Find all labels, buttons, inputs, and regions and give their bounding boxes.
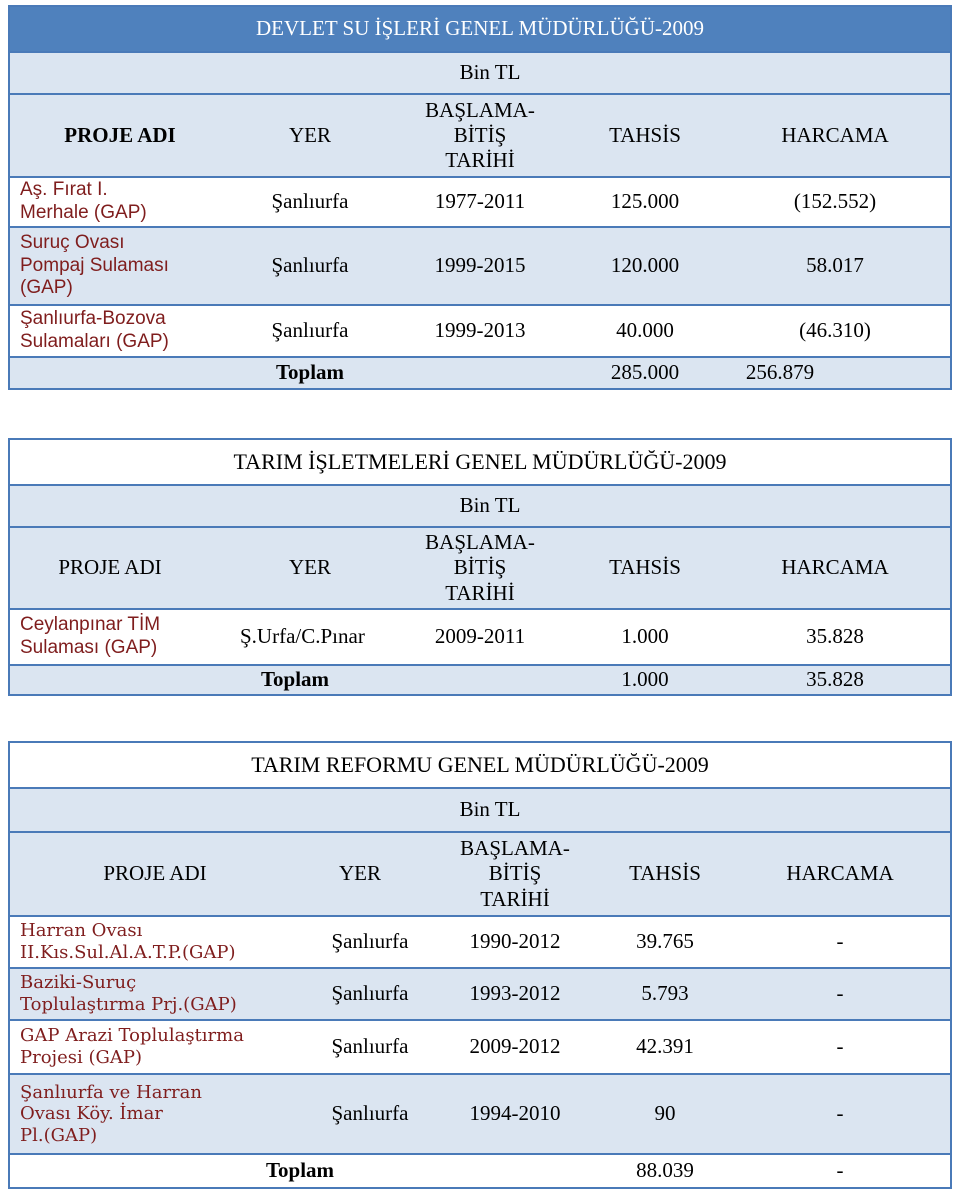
unit-row [10, 486, 950, 528]
project-dates: 1990-2012 [469, 929, 561, 954]
project-allocation: 1.000 [621, 624, 669, 649]
project-location: Şanlıurfa [271, 189, 349, 214]
total-spending: - [836, 1158, 844, 1183]
total-label: Toplam [275, 360, 345, 385]
header-allocation: TAHSİS [609, 122, 681, 147]
header-dates: BAŞLAMA- BİTİŞ TARİHİ [425, 530, 535, 605]
header-dates: BAŞLAMA- BİTİŞ TARİHİ [460, 836, 570, 911]
unit-label: Bin TL [459, 60, 521, 85]
table-tarim-reformu [8, 741, 952, 1189]
project-spending: 35.828 [806, 624, 864, 649]
project-allocation: 125.000 [610, 189, 680, 214]
table-title-row [10, 743, 950, 789]
total-allocation: 88.039 [636, 1158, 694, 1183]
project-spending: - [836, 929, 844, 954]
project-allocation: 39.765 [636, 929, 694, 954]
project-dates: 2009-2011 [434, 624, 526, 649]
project-allocation: 42.391 [636, 1034, 694, 1059]
project-dates: 1999-2013 [434, 318, 526, 343]
table-title: TARIM İŞLETMELERİ GENEL MÜDÜRLÜĞÜ-2009 [233, 448, 727, 474]
project-spending: - [836, 1101, 844, 1126]
project-name: GAP Arazi Toplulaştırma Projesi (GAP) [20, 1025, 244, 1068]
header-project-name: PROJE ADI [103, 861, 207, 886]
table-row [10, 1021, 950, 1075]
header-spending: HARCAMA [781, 122, 889, 147]
total-row [10, 358, 950, 388]
total-spending: 35.828 [806, 667, 864, 692]
table-tigem [8, 438, 952, 696]
project-name: Baziki-Suruç Toplulaştırma Prj.(GAP) [20, 972, 237, 1015]
project-spending: 58.017 [806, 253, 864, 278]
total-row [10, 1155, 950, 1187]
header-location: YER [289, 122, 331, 147]
total-row [10, 666, 950, 694]
project-allocation: 40.000 [616, 318, 674, 343]
unit-label: Bin TL [459, 493, 521, 518]
total-allocation: 1.000 [621, 667, 669, 692]
header-allocation: TAHSİS [609, 555, 681, 580]
project-dates: 1993-2012 [469, 981, 561, 1006]
unit-row [10, 789, 950, 833]
project-spending: - [836, 981, 844, 1006]
project-allocation: 90 [654, 1101, 676, 1126]
project-dates: 1977-2011 [434, 189, 526, 214]
header-row [10, 833, 950, 917]
header-spending: HARCAMA [781, 555, 889, 580]
project-location: Şanlıurfa [271, 318, 349, 343]
table-title: DEVLET SU İŞLERİ GENEL MÜDÜRLÜĞÜ-2009 [256, 16, 704, 41]
table-row [10, 610, 950, 666]
unit-label: Bin TL [459, 797, 521, 822]
project-dates: 1994-2010 [469, 1101, 561, 1126]
header-location: YER [339, 861, 381, 886]
total-label: Toplam [265, 1158, 335, 1183]
header-row [10, 95, 950, 178]
project-allocation: 120.000 [610, 253, 680, 278]
project-name: Ceylanpınar TİM Sulaması (GAP) [20, 614, 161, 658]
project-location: Ş.Urfa/C.Pınar [240, 624, 365, 649]
header-project-name: PROJE ADI [58, 555, 162, 580]
project-location: Şanlıurfa [271, 253, 349, 278]
table-title: TARIM REFORMU GENEL MÜDÜRLÜĞÜ-2009 [251, 751, 709, 777]
total-allocation: 285.000 [610, 360, 680, 385]
table-row [10, 306, 950, 358]
project-name: Şanlıurfa-Bozova Sulamaları (GAP) [20, 308, 169, 352]
project-spending: (46.310) [799, 318, 871, 343]
project-name: Harran Ovası II.Kıs.Sul.Al.A.T.P.(GAP) [20, 920, 236, 963]
table-row [10, 1075, 950, 1155]
table-title-row [10, 7, 950, 53]
project-name: Aş. Fırat I. Merhale (GAP) [20, 179, 147, 223]
project-spending: (152.552) [793, 189, 877, 214]
project-location: Şanlıurfa [331, 1034, 409, 1059]
project-dates: 2009-2012 [469, 1034, 561, 1059]
project-location: Şanlıurfa [331, 929, 409, 954]
table-row [10, 228, 950, 306]
header-row [10, 528, 950, 610]
project-dates: 1999-2015 [434, 253, 526, 278]
header-allocation: TAHSİS [629, 861, 701, 886]
header-spending: HARCAMA [786, 861, 894, 886]
project-location: Şanlıurfa [331, 981, 409, 1006]
table-title-row [10, 440, 950, 486]
header-location: YER [289, 555, 331, 580]
table-row [10, 917, 950, 969]
project-spending: - [836, 1034, 844, 1059]
total-label: Toplam [260, 667, 330, 692]
project-name: Suruç Ovası Pompaj Sulaması (GAP) [20, 231, 169, 299]
header-dates: BAŞLAMA- BİTİŞ TARİHİ [425, 97, 535, 173]
table-row [10, 969, 950, 1021]
total-spending: 256.879 [745, 360, 815, 385]
table-row [10, 178, 950, 228]
project-location: Şanlıurfa [331, 1101, 409, 1126]
header-project-name: PROJE ADI [64, 122, 176, 147]
table-dsi [8, 5, 952, 390]
project-name: Şanlıurfa ve Harran Ovası Köy. İmar Pl.(GAP) [20, 1081, 202, 1146]
project-allocation: 5.793 [641, 981, 689, 1006]
unit-row [10, 53, 950, 95]
